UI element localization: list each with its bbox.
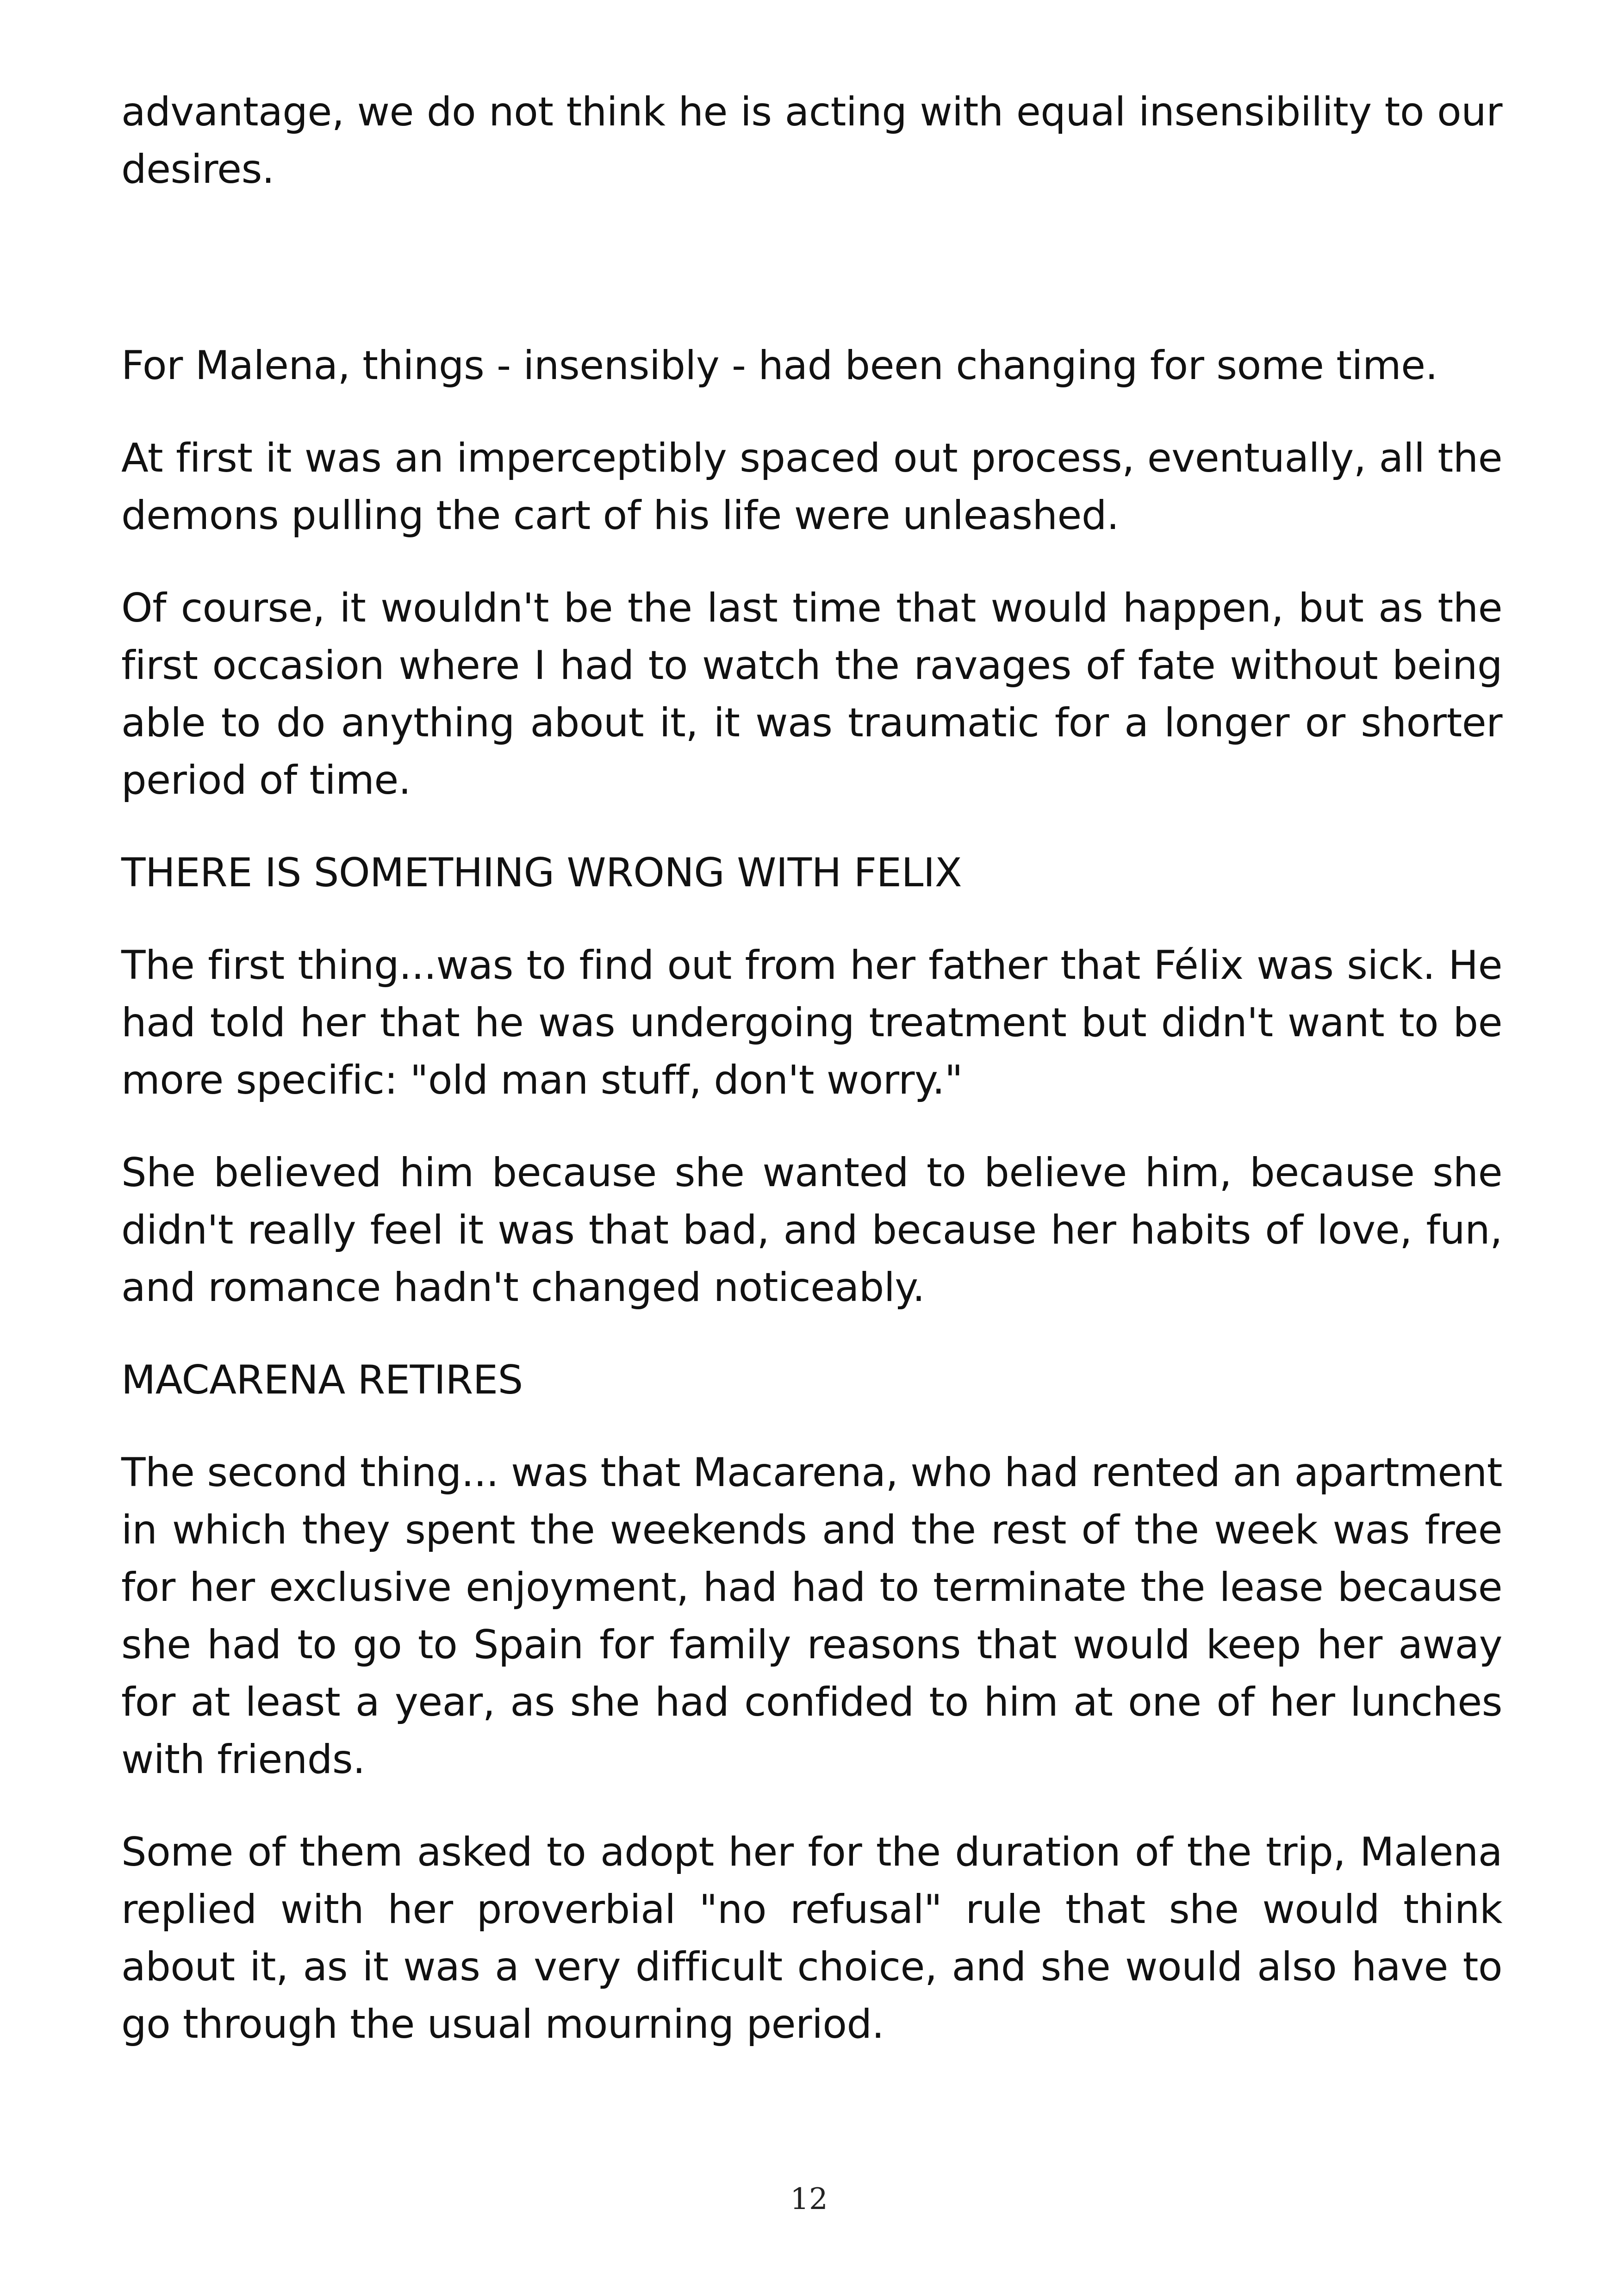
paragraph: The second thing... was that Macarena, who had rented an apartment in which they spent the weekends and the rest of the week was free for her exclusive enjoyment, had had to terminate the lease because she had to go to Spain for family reasons that would keep her away for at least a year, as she had confided to him at one of her lunches with friends.	[121, 1450, 1502, 1783]
paragraph: At first it was an imperceptibly spaced out process, eventually, all the demons pulling the cart of his life were unleashed.	[121, 435, 1502, 539]
paragraph: Some of them asked to adopt her for the duration of the trip, Malena replied with her proverbial "no refusal" rule that she would think about it, as it was a very difficult choice, and she would also have to go through the usual mourning period.	[121, 1829, 1502, 2047]
section-heading-felix: THERE IS SOMETHING WRONG WITH FELIX	[121, 850, 962, 896]
paragraph: She believed him because she wanted to believe him, because she didn't really feel it was that bad, and because her habits of love, fun, and romance hadn't changed noticeably.	[121, 1150, 1502, 1311]
page-number: 12	[790, 2182, 828, 2216]
paragraph: For Malena, things - insensibly - had been changing for some time.	[121, 342, 1438, 389]
paragraph: Of course, it wouldn't be the last time that would happen, but as the first occasion where I had to watch the ravages of fate without being able to do anything about it, it was traumatic for a longer or shorter period of time.	[121, 585, 1502, 803]
paragraph-continuation: advantage, we do not think he is acting with equal insensibility to our desires.	[121, 89, 1502, 193]
paragraph: The first thing...was to find out from her father that Félix was sick. He had told her that he was undergoing treatment but didn't want to be more specific: "old man stuff, don't worry."	[121, 942, 1502, 1103]
section-heading-macarena: MACARENA RETIRES	[121, 1357, 523, 1403]
document-page	[121, 83, 1502, 2088]
